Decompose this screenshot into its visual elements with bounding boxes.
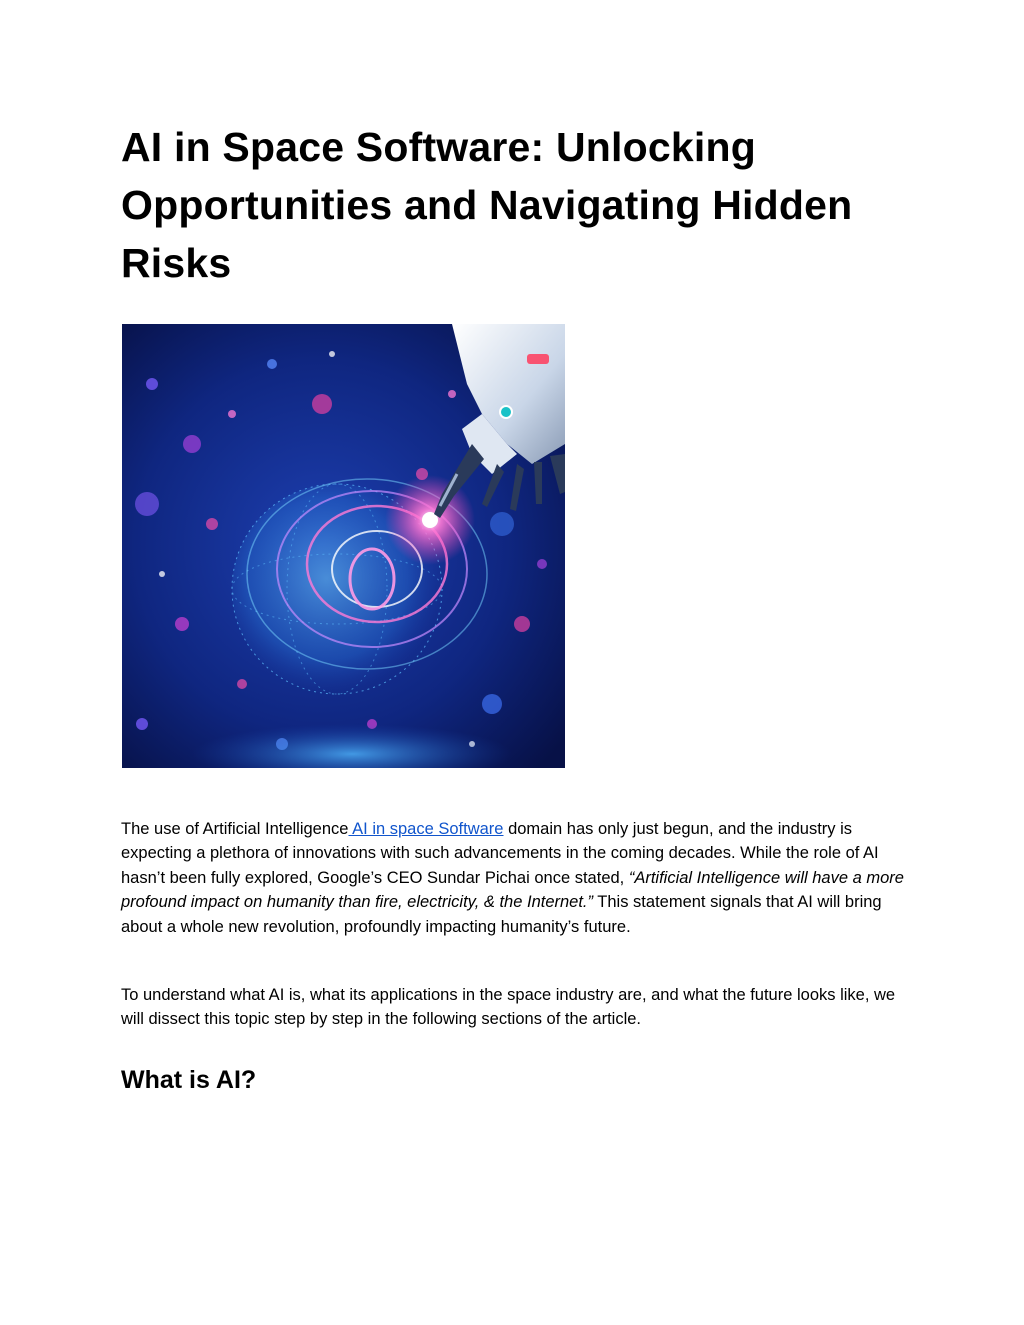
ai-in-space-software-link[interactable]: AI in space Software <box>348 820 504 838</box>
intro-text: The use of Artificial Intelligence <box>121 820 349 838</box>
robot-hand-globe-icon <box>122 324 565 768</box>
pichai-quote: “Artificial Intelligence will have a more profound impact on humanity than fire, electricity, & the Internet.” <box>121 868 904 912</box>
intro-text-continued: domain has only just begun, and the industry is expecting a plethora of innovations with such advancements in the coming decades. While the role of AI hasn’t been fully explored, Google’s CEO Sundar Pichai once stated, <box>121 820 879 887</box>
section-heading-what-is-ai: What is AI? <box>121 1066 257 1094</box>
intro-paragraph <box>121 817 911 939</box>
overview-paragraph: To understand what AI is, what its applications in the space industry are, and what the future looks like, we will dissect this topic step by step in the following sections of the article. <box>121 986 896 1029</box>
hero-image <box>122 324 565 768</box>
intro-text-closing: This statement signals that AI will bring about a whole new revolution, profoundly impacting humanity’s future. <box>121 893 882 936</box>
article-title: AI in Space Software: Unlocking Opportunities and Navigating Hidden Risks <box>121 124 853 286</box>
